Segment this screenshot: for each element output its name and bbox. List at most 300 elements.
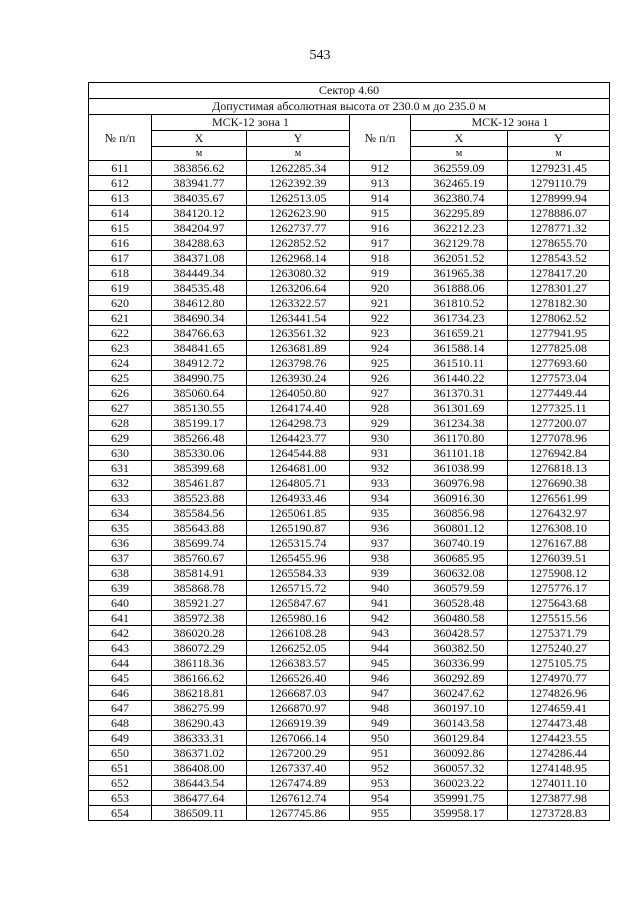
point-num-right: 930: [350, 431, 411, 446]
x-value-right: 361888.06: [411, 281, 508, 296]
x-value-left: 385199.17: [152, 416, 247, 431]
x-value-left: 384288.63: [152, 236, 247, 251]
x-value-left: 384612.80: [152, 296, 247, 311]
point-num-right: 912: [350, 161, 411, 176]
point-num-right: 925: [350, 356, 411, 371]
point-num-left: 621: [89, 311, 152, 326]
y-value-right: 1277941.95: [508, 326, 610, 341]
y-value-left: 1263206.64: [247, 281, 350, 296]
x-value-right: 360740.19: [411, 536, 508, 551]
y-value-left: 1266919.39: [247, 716, 350, 731]
x-value-right: 360428.57: [411, 626, 508, 641]
height-range: Допустимая абсолютная высота от 230.0 м до 235.0 м: [89, 99, 610, 115]
y-value-left: 1266383.57: [247, 656, 350, 671]
x-value-left: 384204.97: [152, 221, 247, 236]
x-value-left: 385760.67: [152, 551, 247, 566]
point-num-left: 615: [89, 221, 152, 236]
x-value-right: 360685.95: [411, 551, 508, 566]
x-value-left: 384990.75: [152, 371, 247, 386]
table-row: [89, 671, 610, 686]
y-value-right: 1274473.48: [508, 716, 610, 731]
zone-header-left: МСК-12 зона 1: [152, 115, 350, 131]
point-num-left: 613: [89, 191, 152, 206]
y-value-left: 1263798.76: [247, 356, 350, 371]
point-num-right: 935: [350, 506, 411, 521]
point-num-left: 639: [89, 581, 152, 596]
y-value-left: 1265715.72: [247, 581, 350, 596]
x-value-right: 360856.98: [411, 506, 508, 521]
table-row: [89, 596, 610, 611]
y-value-right: 1275643.68: [508, 596, 610, 611]
y-value-right: 1278543.52: [508, 251, 610, 266]
x-value-left: 384535.48: [152, 281, 247, 296]
y-value-right: 1276308.10: [508, 521, 610, 536]
x-value-right: 360057.32: [411, 761, 508, 776]
y-value-left: 1264174.40: [247, 401, 350, 416]
point-num-right: 953: [350, 776, 411, 791]
point-num-right: 952: [350, 761, 411, 776]
point-num-right: 942: [350, 611, 411, 626]
table-row: [89, 746, 610, 761]
x-value-left: 385330.06: [152, 446, 247, 461]
y-value-left: 1266526.40: [247, 671, 350, 686]
table-row: [89, 386, 610, 401]
table-row: [89, 716, 610, 731]
point-num-right: 929: [350, 416, 411, 431]
point-num-left: 634: [89, 506, 152, 521]
point-num-right: 924: [350, 341, 411, 356]
y-value-left: 1263681.89: [247, 341, 350, 356]
x-value-left: 386333.31: [152, 731, 247, 746]
x-value-right: 360579.59: [411, 581, 508, 596]
x-value-left: 385523.88: [152, 491, 247, 506]
y-value-left: 1267612.74: [247, 791, 350, 806]
y-value-left: 1263561.32: [247, 326, 350, 341]
y-value-right: 1277449.44: [508, 386, 610, 401]
x-value-left: 385699.74: [152, 536, 247, 551]
x-value-left: 385130.55: [152, 401, 247, 416]
table-row: [89, 266, 610, 281]
table-row: [89, 341, 610, 356]
table-row: [89, 326, 610, 341]
point-num-left: 618: [89, 266, 152, 281]
x-value-right: 360528.48: [411, 596, 508, 611]
y-value-left: 1263930.24: [247, 371, 350, 386]
table-row: [89, 611, 610, 626]
y-value-right: 1278182.30: [508, 296, 610, 311]
x-value-left: 385868.78: [152, 581, 247, 596]
x-value-left: 384449.34: [152, 266, 247, 281]
table-row: [89, 626, 610, 641]
table-row: [89, 401, 610, 416]
x-value-right: 359958.17: [411, 806, 508, 821]
x-value-right: 359991.75: [411, 791, 508, 806]
y-value-right: 1274826.96: [508, 686, 610, 701]
y-value-left: 1262737.77: [247, 221, 350, 236]
y-value-left: 1264298.73: [247, 416, 350, 431]
y-value-right: 1274970.77: [508, 671, 610, 686]
x-value-right: 360976.98: [411, 476, 508, 491]
point-num-right: 939: [350, 566, 411, 581]
point-num-right: 926: [350, 371, 411, 386]
table-row: [89, 296, 610, 311]
x-header-right: X: [411, 131, 508, 147]
y-header-left: Y: [247, 131, 350, 147]
y-value-right: 1277078.96: [508, 431, 610, 446]
x-value-right: 360336.99: [411, 656, 508, 671]
x-value-right: 360382.50: [411, 641, 508, 656]
x-value-right: 361101.18: [411, 446, 508, 461]
point-num-left: 630: [89, 446, 152, 461]
num-header-left: № п/п: [89, 115, 152, 161]
point-num-right: 950: [350, 731, 411, 746]
x-value-right: 360247.62: [411, 686, 508, 701]
y-value-left: 1266687.03: [247, 686, 350, 701]
point-num-right: 938: [350, 551, 411, 566]
point-num-right: 937: [350, 536, 411, 551]
y-value-left: 1265315.74: [247, 536, 350, 551]
point-num-left: 638: [89, 566, 152, 581]
table-row: [89, 356, 610, 371]
x-value-right: 361170.80: [411, 431, 508, 446]
y-value-left: 1262513.05: [247, 191, 350, 206]
point-num-right: 922: [350, 311, 411, 326]
x-value-right: 360023.22: [411, 776, 508, 791]
y-value-right: 1277693.60: [508, 356, 610, 371]
x-value-left: 386408.00: [152, 761, 247, 776]
y-value-right: 1277200.07: [508, 416, 610, 431]
table-row: [89, 221, 610, 236]
x-value-left: 385921.27: [152, 596, 247, 611]
point-num-right: 915: [350, 206, 411, 221]
unit-x-left: м: [152, 147, 247, 161]
table-row: [89, 371, 610, 386]
sector-title: Сектор 4.60: [89, 83, 610, 99]
point-num-right: 913: [350, 176, 411, 191]
point-num-right: 947: [350, 686, 411, 701]
y-value-left: 1265455.96: [247, 551, 350, 566]
point-num-right: 943: [350, 626, 411, 641]
y-value-right: 1278062.52: [508, 311, 610, 326]
y-value-right: 1278999.94: [508, 191, 610, 206]
y-value-left: 1262968.14: [247, 251, 350, 266]
y-value-left: 1264933.46: [247, 491, 350, 506]
table-row: [89, 251, 610, 266]
point-num-right: 941: [350, 596, 411, 611]
y-value-right: 1275371.79: [508, 626, 610, 641]
y-value-right: 1277573.04: [508, 371, 610, 386]
x-value-left: 383941.77: [152, 176, 247, 191]
x-value-right: 360916.30: [411, 491, 508, 506]
table-row: [89, 176, 610, 191]
point-num-left: 629: [89, 431, 152, 446]
x-value-left: 384841.65: [152, 341, 247, 356]
point-num-left: 653: [89, 791, 152, 806]
point-num-right: 944: [350, 641, 411, 656]
x-value-left: 386477.64: [152, 791, 247, 806]
x-value-right: 362129.78: [411, 236, 508, 251]
y-value-left: 1265584.33: [247, 566, 350, 581]
point-num-left: 631: [89, 461, 152, 476]
point-num-right: 948: [350, 701, 411, 716]
x-value-left: 385643.88: [152, 521, 247, 536]
table-row: [89, 491, 610, 506]
point-num-right: 921: [350, 296, 411, 311]
y-value-left: 1266108.28: [247, 626, 350, 641]
point-num-right: 916: [350, 221, 411, 236]
table-row: [89, 476, 610, 491]
x-value-right: 362295.89: [411, 206, 508, 221]
point-num-right: 955: [350, 806, 411, 821]
x-value-right: 360143.58: [411, 716, 508, 731]
table-row: [89, 236, 610, 251]
y-value-right: 1275105.75: [508, 656, 610, 671]
x-value-left: 384766.63: [152, 326, 247, 341]
point-num-left: 632: [89, 476, 152, 491]
x-value-left: 385461.87: [152, 476, 247, 491]
unit-x-right: м: [411, 147, 508, 161]
x-value-right: 361588.14: [411, 341, 508, 356]
y-value-right: 1273728.83: [508, 806, 610, 821]
table-row: [89, 731, 610, 746]
zone-header-right: МСК-12 зона 1: [411, 115, 610, 131]
x-value-right: 360092.86: [411, 746, 508, 761]
y-value-left: 1265061.85: [247, 506, 350, 521]
point-num-left: 625: [89, 371, 152, 386]
point-num-right: 933: [350, 476, 411, 491]
x-value-left: 385266.48: [152, 431, 247, 446]
y-value-left: 1263322.57: [247, 296, 350, 311]
x-value-left: 384912.72: [152, 356, 247, 371]
y-value-right: 1274659.41: [508, 701, 610, 716]
x-header-left: X: [152, 131, 247, 147]
x-value-right: 361370.31: [411, 386, 508, 401]
x-value-left: 386118.36: [152, 656, 247, 671]
y-value-right: 1275240.27: [508, 641, 610, 656]
x-value-right: 360292.89: [411, 671, 508, 686]
point-num-right: 936: [350, 521, 411, 536]
y-value-left: 1266252.05: [247, 641, 350, 656]
x-value-right: 360129.84: [411, 731, 508, 746]
table-row: [89, 416, 610, 431]
point-num-left: 654: [89, 806, 152, 821]
x-value-right: 362465.19: [411, 176, 508, 191]
table-row: [89, 806, 610, 821]
point-num-left: 633: [89, 491, 152, 506]
table-row: [89, 566, 610, 581]
y-value-right: 1278771.32: [508, 221, 610, 236]
x-value-left: 384120.12: [152, 206, 247, 221]
y-value-left: 1262392.39: [247, 176, 350, 191]
x-value-right: 361965.38: [411, 266, 508, 281]
table-row: [89, 581, 610, 596]
y-value-right: 1276167.88: [508, 536, 610, 551]
point-num-right: 940: [350, 581, 411, 596]
x-value-left: 386371.02: [152, 746, 247, 761]
y-value-right: 1278886.07: [508, 206, 610, 221]
point-num-left: 612: [89, 176, 152, 191]
point-num-left: 611: [89, 161, 152, 176]
x-value-right: 360632.08: [411, 566, 508, 581]
x-value-left: 385814.91: [152, 566, 247, 581]
x-value-left: 384035.67: [152, 191, 247, 206]
point-num-right: 917: [350, 236, 411, 251]
point-num-left: 627: [89, 401, 152, 416]
point-num-left: 620: [89, 296, 152, 311]
y-value-left: 1267474.89: [247, 776, 350, 791]
point-num-left: 637: [89, 551, 152, 566]
point-num-left: 628: [89, 416, 152, 431]
x-value-left: 385060.64: [152, 386, 247, 401]
y-value-right: 1276818.13: [508, 461, 610, 476]
point-num-left: 640: [89, 596, 152, 611]
y-value-left: 1267200.29: [247, 746, 350, 761]
y-value-left: 1264805.71: [247, 476, 350, 491]
page-number: 543: [309, 48, 331, 63]
point-num-left: 646: [89, 686, 152, 701]
y-value-left: 1266870.97: [247, 701, 350, 716]
point-num-right: 931: [350, 446, 411, 461]
point-num-right: 945: [350, 656, 411, 671]
point-num-right: 934: [350, 491, 411, 506]
x-value-left: 385399.68: [152, 461, 247, 476]
table-row: [89, 461, 610, 476]
point-num-right: 920: [350, 281, 411, 296]
y-value-left: 1265847.67: [247, 596, 350, 611]
y-value-left: 1262623.90: [247, 206, 350, 221]
table-row: [89, 311, 610, 326]
point-num-left: 645: [89, 671, 152, 686]
point-num-right: 928: [350, 401, 411, 416]
point-num-left: 626: [89, 386, 152, 401]
table-row: [89, 656, 610, 671]
x-value-left: 386218.81: [152, 686, 247, 701]
y-value-left: 1267337.40: [247, 761, 350, 776]
y-value-right: 1274286.44: [508, 746, 610, 761]
y-value-left: 1264423.77: [247, 431, 350, 446]
point-num-left: 644: [89, 656, 152, 671]
table-row: [89, 191, 610, 206]
point-num-right: 949: [350, 716, 411, 731]
table-row: [89, 791, 610, 806]
y-value-right: 1274423.55: [508, 731, 610, 746]
point-num-right: 914: [350, 191, 411, 206]
point-num-left: 614: [89, 206, 152, 221]
y-value-left: 1264050.80: [247, 386, 350, 401]
point-num-right: 932: [350, 461, 411, 476]
table-row: [89, 701, 610, 716]
unit-y-right: м: [508, 147, 610, 161]
point-num-left: 622: [89, 326, 152, 341]
x-value-right: 360801.12: [411, 521, 508, 536]
y-value-right: 1278417.20: [508, 266, 610, 281]
point-num-left: 649: [89, 731, 152, 746]
y-header-right: Y: [508, 131, 610, 147]
y-value-right: 1276561.99: [508, 491, 610, 506]
x-value-right: 361659.21: [411, 326, 508, 341]
y-value-right: 1273877.98: [508, 791, 610, 806]
point-num-left: 650: [89, 746, 152, 761]
x-value-right: 362559.09: [411, 161, 508, 176]
table-row: [89, 776, 610, 791]
x-value-right: 361510.11: [411, 356, 508, 371]
x-value-right: 361038.99: [411, 461, 508, 476]
x-value-right: 362051.52: [411, 251, 508, 266]
table-row: [89, 431, 610, 446]
y-value-left: 1264681.00: [247, 461, 350, 476]
point-num-right: 951: [350, 746, 411, 761]
x-value-right: 361440.22: [411, 371, 508, 386]
point-num-right: 923: [350, 326, 411, 341]
point-num-left: 651: [89, 761, 152, 776]
table-row: [89, 281, 610, 296]
y-value-left: 1264544.88: [247, 446, 350, 461]
y-value-right: 1278655.70: [508, 236, 610, 251]
point-num-left: 624: [89, 356, 152, 371]
table-row: [89, 446, 610, 461]
y-value-left: 1262852.52: [247, 236, 350, 251]
y-value-right: 1278301.27: [508, 281, 610, 296]
num-header-right: № п/п: [350, 115, 411, 161]
x-value-right: 361301.69: [411, 401, 508, 416]
y-value-right: 1279231.45: [508, 161, 610, 176]
y-value-right: 1275515.56: [508, 611, 610, 626]
x-value-right: 360197.10: [411, 701, 508, 716]
y-value-right: 1274011.10: [508, 776, 610, 791]
y-value-left: 1263441.54: [247, 311, 350, 326]
y-value-right: 1276432.97: [508, 506, 610, 521]
table-row: [89, 761, 610, 776]
x-value-left: 384371.08: [152, 251, 247, 266]
x-value-right: 360480.58: [411, 611, 508, 626]
point-num-left: 636: [89, 536, 152, 551]
x-value-left: 386275.99: [152, 701, 247, 716]
table-row: [89, 206, 610, 221]
x-value-right: 361234.38: [411, 416, 508, 431]
point-num-left: 641: [89, 611, 152, 626]
x-value-left: 386290.43: [152, 716, 247, 731]
table-row: [89, 506, 610, 521]
y-value-right: 1276690.38: [508, 476, 610, 491]
point-num-right: 918: [350, 251, 411, 266]
table-row: [89, 521, 610, 536]
point-num-right: 954: [350, 791, 411, 806]
point-num-right: 927: [350, 386, 411, 401]
table-body: [89, 161, 610, 821]
y-value-right: 1275776.17: [508, 581, 610, 596]
y-value-right: 1277825.08: [508, 341, 610, 356]
y-value-right: 1276039.51: [508, 551, 610, 566]
point-num-left: 652: [89, 776, 152, 791]
point-num-left: 616: [89, 236, 152, 251]
y-value-left: 1267066.14: [247, 731, 350, 746]
table-row: [89, 641, 610, 656]
x-value-left: 383856.62: [152, 161, 247, 176]
x-value-left: 385972.38: [152, 611, 247, 626]
point-num-right: 946: [350, 671, 411, 686]
y-value-right: 1275908.12: [508, 566, 610, 581]
y-value-left: 1263080.32: [247, 266, 350, 281]
table-row: [89, 551, 610, 566]
y-value-right: 1279110.79: [508, 176, 610, 191]
y-value-left: 1262285.34: [247, 161, 350, 176]
point-num-left: 647: [89, 701, 152, 716]
table-row: [89, 161, 610, 176]
x-value-left: 386443.54: [152, 776, 247, 791]
unit-y-left: м: [247, 147, 350, 161]
x-value-right: 361810.52: [411, 296, 508, 311]
point-num-left: 635: [89, 521, 152, 536]
